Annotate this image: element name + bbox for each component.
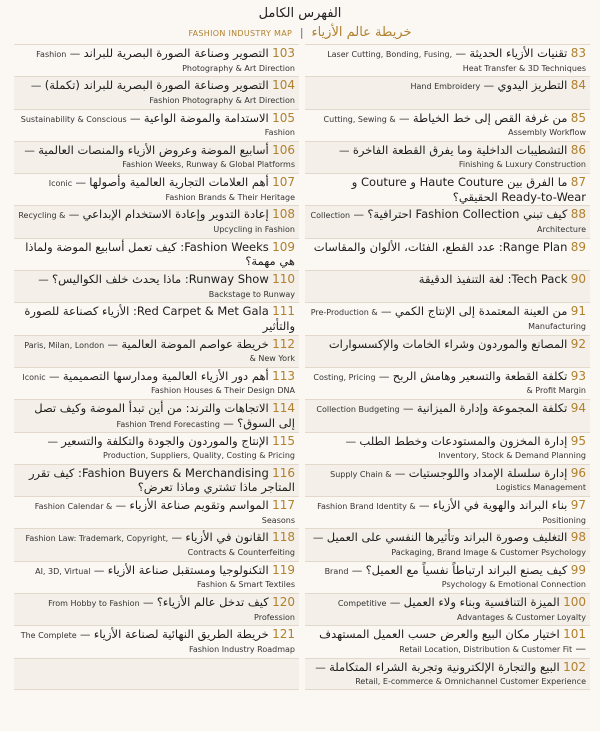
entry-number: 114 [272,401,295,416]
entry-text [309,435,586,463]
entry-number: 99 [570,562,586,577]
entry-number: 105 [272,110,295,125]
entry-dash: — [315,661,330,674]
index-entry[interactable] [305,205,590,237]
index-entry[interactable] [305,44,590,76]
entry-text [18,338,295,366]
entry-title-arabic: خريطة عواصم الموضة العالمية [121,336,269,351]
entry-text [18,435,295,463]
entry-text [18,112,295,140]
entry-title-english: Iconic Fashion Brands & Their Heritage [48,179,295,202]
index-entry[interactable] [305,302,590,334]
entry-dash: — [104,338,122,351]
subtitle-arabic: خريطة عالم الأزياء [311,25,412,40]
entry-dash: — [386,597,404,610]
entry-number: 121 [272,627,295,642]
index-entry[interactable] [305,367,590,399]
entry-text [309,499,586,527]
entry-dash: — [126,112,144,125]
entry-title-english: Fashion Weeks, Runway & Global Platforms [122,160,295,170]
entry-title-arabic: تكلفة المجموعة وإدارة الميزانية [416,401,568,416]
entry-number: 93 [570,368,586,383]
entry-number: 96 [570,465,586,480]
entry-title-arabic: خريطة الطريق النهائية لصناعة الأزياء [93,627,269,642]
entry-title-english: Fashion Photography & Art Direction [149,95,295,105]
entry-title-english: Costing, Pricing & Profit Margin [313,372,586,396]
index-entry[interactable] [305,464,590,496]
subtitle-english: FASHION INDUSTRY MAP [188,29,293,38]
entry-title-arabic: إدارة سلسلة الإمداد واللوجستيات [408,465,568,480]
entry-title-english: Collection Architecture [310,211,586,234]
entry-number: 111 [272,304,295,319]
index-entry[interactable] [14,109,299,141]
entry-dash: — [480,80,498,93]
entry-text [18,176,295,204]
entry-dash: — [452,48,470,60]
entry-text [18,273,295,301]
entry-number: 87 [570,175,586,190]
index-entry[interactable] [305,335,590,367]
entry-number: 113 [272,368,295,383]
subtitle-separator: | [299,26,304,39]
entry-number: 90 [570,272,586,287]
entry-dash: — [375,370,393,383]
entry-title-arabic: الاستدامة والموضة الواعية [143,110,269,125]
entry-dash: — [38,274,53,287]
entry-number: 115 [272,433,295,448]
entry-title-arabic: القانون في الأزياء [185,530,269,545]
entry-text [18,564,295,592]
index-entry[interactable] [305,432,590,464]
entry-title-english: Cutting, Sewing & Assembly Workflow [323,114,586,138]
entry-text [309,305,586,333]
entry-dash: — [65,209,83,222]
entry-number: 95 [570,433,586,448]
entry-text [309,370,586,398]
entry-title-english: Sustainability & Conscious Fashion [20,114,295,138]
entry-title-arabic: تقنيات الأزياء الحديثة [469,46,568,60]
entry-dash: — [350,209,368,222]
entry-title-arabic: كيف تبني Fashion Collection احترافية؟ [367,207,568,222]
entry-title-english: Retail, E-commerce & Omnichannel Customer Experience [355,677,586,687]
entry-title-arabic: Range Plan: عدد القطع، الفئات، الألوان والمقاسات [313,239,568,254]
entry-dash: — [45,370,63,383]
index-grid [14,44,590,710]
entry-text [18,628,295,656]
entry-number: 118 [272,530,295,545]
entry-title-arabic: التشطيبات الداخلية وما يفرق القطعة الفاخرة [352,142,568,157]
entry-text [309,338,586,353]
index-entry[interactable] [305,76,590,108]
entry-title-english: Fashion Photography & Art Direction [36,50,295,73]
index-entry[interactable] [14,561,299,593]
entry-title-english: Fashion Calendar & Seasons [34,502,295,525]
entry-text [309,596,586,624]
entry-title-english: Laser Cutting, Bonding, Fusing, Heat Transfer & 3D Techniques [327,50,586,73]
index-entry[interactable] [305,173,590,205]
entry-number: 94 [570,401,586,416]
entry-title-english: Fashion Law: Trademark, Copyright, Contracts & Counterfeiting [25,534,295,557]
entry-title-arabic: البيع والتجارة الإلكترونية وتجربة الشراء المتكاملة [329,659,560,674]
entry-text [18,47,295,75]
entry-text [309,564,586,592]
entry-text [309,79,586,94]
entry-title-arabic: المواسم وتقويم صناعة الأزياء [129,498,269,513]
index-entry[interactable] [14,302,299,334]
index-entry[interactable] [14,464,299,496]
entry-number: 119 [272,562,295,577]
index-entry[interactable] [14,238,299,270]
entry-text [309,112,586,140]
entry-text [18,305,295,334]
entry-dash: — [415,500,433,513]
entry-number: 92 [570,336,586,351]
entry-title-arabic: Runway Show: ماذا يحدث خلف الكواليس؟ [52,272,269,287]
page-subtitle [0,24,600,42]
entry-title-arabic: التصوير وصناعة الصورة البصرية للبراند (تكملة) [44,78,269,93]
entry-title-arabic: كيف تدخل عالم الأزياء؟ [156,595,269,610]
entry-title-arabic: من غرفة القص إلى خط الخياطة [412,110,568,125]
index-entry[interactable] [305,399,590,431]
entry-text [18,208,295,236]
entry-title-english: Production, Suppliers, Quality, Costing & Pricing [103,451,295,461]
entry-title-arabic: أهم دور الأزياء العالمية ومدارسها التصميمية [62,368,269,383]
entry-number: 109 [272,239,295,254]
entry-text [18,531,295,559]
index-entry[interactable] [14,432,299,464]
index-entry[interactable] [14,270,299,302]
index-entry[interactable] [14,496,299,528]
entry-title-arabic: من العينة المعتمدة إلى الإنتاج الكمي [394,304,568,319]
entry-text [309,144,586,172]
entry-text [309,273,586,288]
entry-dash: — [312,532,327,545]
entry-text [18,79,295,107]
entry-dash: — [76,629,94,642]
entry-number: 112 [272,336,295,351]
entry-title-arabic: Fashion Weeks: كيف تعمل أسابيع الموضة ولماذا هي مهمة؟ [25,239,295,269]
page-title: الفهرس الكامل [258,6,342,21]
entry-text [18,596,295,624]
entry-text [18,144,295,172]
index-entry[interactable] [14,76,299,108]
index-entry[interactable] [14,658,299,690]
entry-number: 104 [272,78,295,93]
index-entry[interactable] [305,496,590,528]
entry-number: 108 [272,207,295,222]
entry-title-english: Fashion Brand Identity & Positioning [317,502,586,525]
entry-title-arabic: الميزة التنافسية وبناء ولاء العميل [403,595,560,610]
entry-dash: — [139,597,157,610]
entry-title-arabic: اختيار مكان البيع والعرض حسب العميل المستهدف [319,627,560,642]
entry-number: 88 [570,207,586,222]
entry-title-arabic: تكلفة القطعة والتسعير وهامش الربح [392,368,568,383]
entry-text [309,176,586,205]
index-column-right [305,44,590,710]
entry-text [18,467,295,496]
index-entry[interactable] [14,141,299,173]
entry-dash: — [47,435,62,448]
entry-title-english: Fashion Trend Forecasting [116,419,220,429]
entry-number: 116 [272,465,295,480]
entry-title-arabic: الاتجاهات والترند: من أين تبدأ الموضة وكيف تصل إلى السوق؟ [34,401,295,430]
entry-number: 86 [570,142,586,157]
entry-title-english: Packaging, Brand Image & Customer Psychology [391,547,586,557]
index-entry[interactable] [14,205,299,237]
entry-dash: — [572,642,586,655]
entry-number: 102 [563,659,586,674]
index-entry[interactable] [14,44,299,76]
entry-title-arabic: إدارة المخزون والمستودعات وخطط الطلب [359,433,568,448]
entry-text [309,47,586,75]
entry-text [309,241,586,256]
entry-number: 91 [570,304,586,319]
entry-title-english: Retail Location, Distribution & Customer Fit [399,644,573,654]
entry-dash: — [377,306,395,319]
entry-text [18,402,295,431]
entry-dash: — [72,177,90,190]
entry-title-english: Pre-Production & Manufacturing [310,308,586,331]
index-entry[interactable] [305,528,590,560]
index-entry[interactable] [14,625,299,657]
entry-number: 101 [563,627,586,642]
entry-dash: — [219,417,238,430]
entry-title-english: Hand Embroidery [410,82,481,92]
entry-title-arabic: أهم العلامات التجارية العالمية وأصولها [89,175,269,190]
entry-dash: — [168,532,186,545]
entry-number: 110 [272,272,295,287]
entry-title-english: Brand Psychology & Emotional Connection [324,566,586,590]
entry-title-arabic: Fashion Buyers & Merchandising: كيف تقرر المتاجر ماذا تشتري وماذا تعرض؟ [28,465,295,495]
entry-text [309,628,586,656]
entry-title-arabic: التطريز اليدوي [497,78,568,93]
index-entry[interactable] [305,561,590,593]
entry-dash: — [90,564,108,577]
entry-title-english: Competitive Advantages & Customer Loyalty [337,599,586,622]
entry-text [309,661,586,689]
entry-number: 84 [570,78,586,93]
entry-dash: — [112,500,130,513]
entry-title-arabic: الإنتاج والموردون والجودة والتكلفة والتسعير [61,433,269,448]
entry-title-english: Collection Budgeting [316,405,400,415]
entry-title-arabic: التكنولوجيا ومستقبل صناعة الأزياء [107,562,269,577]
entry-number: 83 [570,46,586,60]
entry-title-arabic: إعادة التدوير وإعادة الاستخدام الإبداعي [82,207,269,222]
entry-text [18,370,295,398]
index-entry[interactable] [14,399,299,431]
entry-title-english: The Complete Fashion Industry Roadmap [20,631,295,654]
index-entry[interactable] [14,335,299,367]
index-entry[interactable] [14,367,299,399]
entry-title-english: From Hobby to Fashion Profession [48,599,295,622]
entry-number: 107 [272,175,295,190]
entry-text [309,531,586,559]
entry-dash: — [30,80,45,93]
entry-title-arabic: أسابيع الموضة وعروض الأزياء والمنصات العالمية [38,142,269,157]
index-entry[interactable] [305,238,590,270]
index-entry[interactable] [305,658,590,690]
entry-dash: — [338,144,353,157]
entry-text [309,402,586,417]
entry-title-english: AI, 3D, Virtual Fashion & Smart Textiles [35,566,295,590]
index-entry[interactable] [14,593,299,625]
entry-number: 97 [570,498,586,513]
entry-title-arabic: كيف يصنع البراند ارتباطاً نفسياً مع العميل؟ [365,562,568,577]
entry-dash: — [395,112,413,125]
entry-title-arabic: Tech Pack: لغة التنفيذ الدقيقة [418,272,568,287]
entry-text [309,208,586,236]
index-entry[interactable] [305,270,590,302]
entry-number: 117 [272,498,295,513]
entry-title-arabic: المصانع والموردون وشراء الخامات والإكسسوارات [328,336,568,351]
entry-title-english: Iconic Fashion Houses & Their Design DNA [22,372,295,396]
index-column-left [14,44,299,710]
entry-dash: — [345,435,360,448]
entry-number: 98 [570,530,586,545]
index-entry[interactable] [14,173,299,205]
entry-title-arabic: بناء البراند والهوية في الأزياء [432,498,568,513]
entry-title-english: Paris, Milan, London & New York [24,340,295,364]
entry-title-arabic: Red Carpet & Met Gala: الأزياء كصناعة للصورة والتأثير [24,304,295,333]
entry-title-arabic: التصوير وصناعة الصورة البصرية للبراند [83,46,269,60]
entry-dash: — [391,467,409,480]
index-entry[interactable] [14,528,299,560]
entry-title-english: Inventory, Stock & Demand Planning [438,451,586,461]
entry-title-arabic: ما الفرق بين Haute Couture و Couture و Ready-to-Wear الحقيقي؟ [351,175,586,204]
entry-number: 120 [272,595,295,610]
entry-title-english: Backstage to Runway [208,289,295,299]
entry-number: 103 [272,46,295,60]
entry-title-english: Finishing & Luxury Construction [458,160,586,170]
index-entry[interactable] [305,109,590,141]
entry-title-english: Recycling & Upcycling in Fashion [18,211,295,234]
entry-text [18,241,295,270]
index-entry[interactable] [305,625,590,657]
page-header [0,6,600,42]
entry-text [309,467,586,495]
entry-number: 100 [563,595,586,610]
entry-number: 106 [272,142,295,157]
entry-dash: — [399,403,417,416]
index-entry[interactable] [305,141,590,173]
entry-dash: — [66,48,84,60]
entry-number: 89 [570,239,586,254]
entry-number: 85 [570,110,586,125]
entry-title-english: Supply Chain & Logistics Management [330,469,586,493]
entry-text [18,499,295,527]
entry-dash: — [24,144,39,157]
entry-title-arabic: التغليف وصورة البراند وتأثيرها النفسي على العميل [326,530,568,545]
entry-dash: — [348,564,366,577]
index-entry[interactable] [305,593,590,625]
